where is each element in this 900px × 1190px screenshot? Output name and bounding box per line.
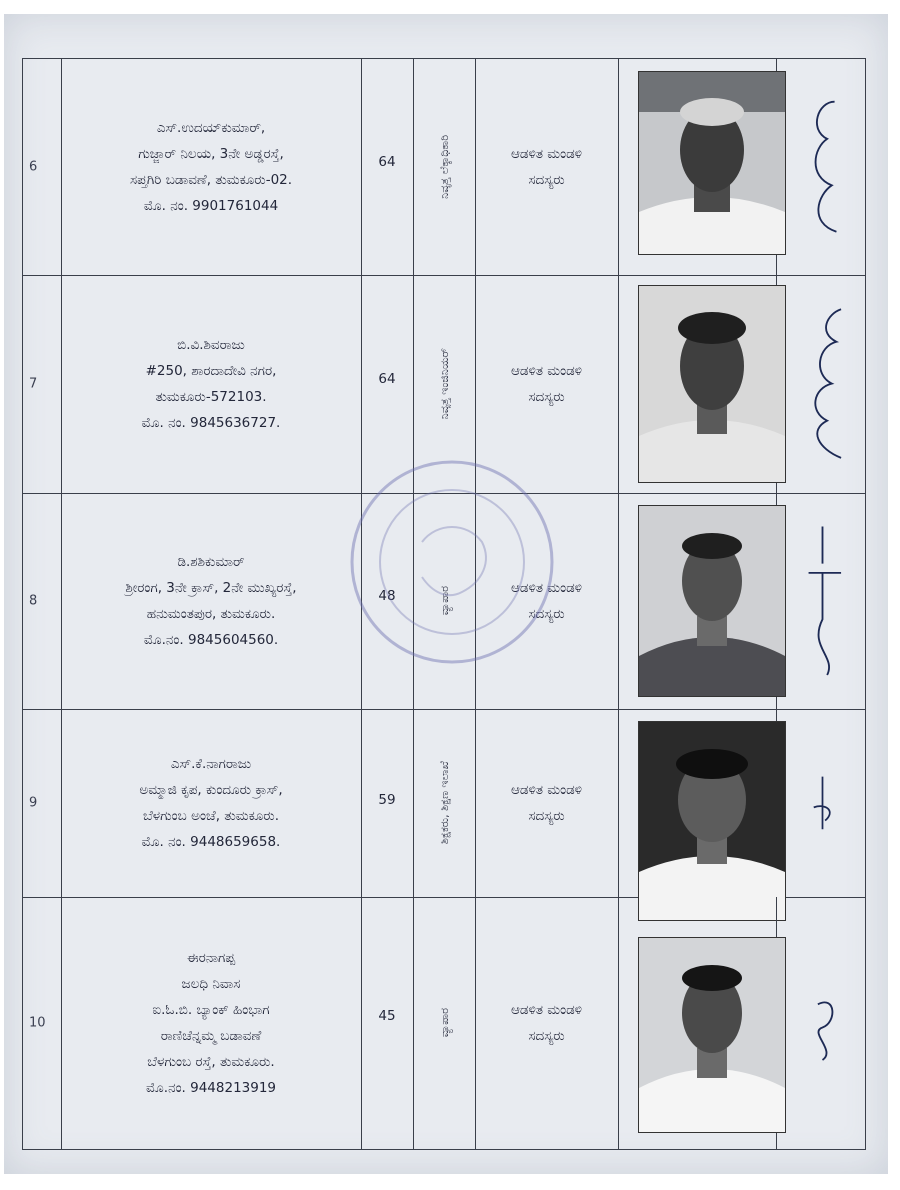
serial-cell bbox=[23, 493, 62, 709]
member-age: 59 bbox=[378, 791, 396, 808]
member-address bbox=[71, 115, 351, 219]
occupation-cell bbox=[413, 493, 476, 709]
signature bbox=[790, 724, 855, 882]
member-address bbox=[71, 332, 351, 436]
serial-cell bbox=[23, 275, 62, 493]
role-cell bbox=[475, 897, 619, 1149]
address-line: ಎಸ್.ಕೆ.ನಾಗರಾಜು bbox=[170, 756, 252, 772]
address-cell bbox=[61, 59, 362, 275]
role-cell bbox=[475, 275, 619, 493]
address-line: ಎಸ್.ಉದಯ್‌ಕುಮಾರ್, bbox=[156, 120, 266, 136]
table-row bbox=[23, 59, 865, 276]
role-line: ಸದಸ್ಯರು bbox=[528, 172, 565, 188]
serial-number: 6 bbox=[29, 159, 38, 175]
role-line: ಆಡಳಿತ ಮಂಡಳಿ bbox=[510, 146, 583, 162]
role-cell bbox=[475, 59, 619, 275]
member-occupation: ಶಿಕ್ಷಕರು, ಶಿಕ್ಷಣ ಇಲಾಖೆ bbox=[437, 761, 451, 845]
age-cell bbox=[361, 275, 414, 493]
photo-cell bbox=[618, 897, 777, 1149]
role-line: ಸದಸ್ಯರು bbox=[528, 1028, 565, 1044]
serial-cell bbox=[23, 709, 62, 897]
address-line: ಬಿ.ವಿ.ಶಿವರಾಜು bbox=[177, 337, 245, 353]
serial-number: 8 bbox=[29, 593, 38, 609]
role-line: ಆಡಳಿತ ಮಂಡಳಿ bbox=[510, 580, 583, 596]
serial-number: 9 bbox=[29, 795, 38, 811]
member-photo bbox=[638, 285, 786, 483]
member-role bbox=[481, 997, 612, 1049]
occupation-cell bbox=[413, 897, 476, 1149]
address-line: ಮೊ.ನಂ. 9448213919 bbox=[145, 1080, 277, 1096]
address-line: ಹನುಮಂತಪುರ, ತುಮಕೂರು. bbox=[146, 606, 276, 622]
member-age: 64 bbox=[378, 154, 396, 171]
signature-cell bbox=[776, 275, 865, 493]
occupation-cell bbox=[413, 275, 476, 493]
signature bbox=[790, 292, 855, 475]
member-role bbox=[481, 358, 612, 410]
table-row bbox=[23, 275, 865, 494]
member-age: 64 bbox=[378, 370, 396, 387]
address-line: ಬೆಳಗುಂಬ ಅಂಚೆ, ತುಮಕೂರು. bbox=[142, 808, 280, 824]
address-cell bbox=[61, 897, 362, 1149]
address-line: ಮೊ.ನಂ. 9845604560. bbox=[143, 632, 279, 648]
signature-cell bbox=[776, 493, 865, 709]
role-cell bbox=[475, 493, 619, 709]
member-photo bbox=[638, 71, 786, 255]
address-cell bbox=[61, 709, 362, 897]
occupation-cell bbox=[413, 709, 476, 897]
role-line: ಸದಸ್ಯರು bbox=[528, 808, 565, 824]
signature-cell bbox=[776, 709, 865, 897]
age-cell bbox=[361, 59, 414, 275]
role-line: ಸದಸ್ಯರು bbox=[528, 606, 565, 622]
member-age: 45 bbox=[378, 1007, 396, 1024]
address-line: ರಾಣಿಚೆನ್ನಮ್ಮ ಬಡಾವಣೆ bbox=[160, 1028, 262, 1044]
member-photo bbox=[638, 721, 786, 921]
role-line: ಆಡಳಿತ ಮಂಡಳಿ bbox=[510, 363, 583, 379]
member-occupation: ವ್ಯಾಪಾರ bbox=[437, 586, 451, 616]
signature-cell bbox=[776, 59, 865, 275]
role-line: ಆಡಳಿತ ಮಂಡಳಿ bbox=[510, 782, 583, 798]
member-role bbox=[481, 141, 612, 193]
address-line: ಅಮ್ಮಾಜಿ ಕೃಪ, ಕುಂದೂರು ಕ್ರಾಸ್, bbox=[139, 782, 283, 798]
address-line: ಮೊ. ನಂ. 9901761044 bbox=[143, 198, 279, 214]
address-line: ಶ್ರೀರಂಗ, 3ನೇ ಕ್ರಾಸ್, 2ನೇ ಮುಖ್ಯರಸ್ತೆ, bbox=[125, 580, 297, 596]
photo-cell bbox=[618, 709, 777, 897]
age-cell bbox=[361, 709, 414, 897]
table-row bbox=[23, 493, 865, 710]
serial-number: 7 bbox=[29, 376, 38, 392]
members-table bbox=[22, 58, 866, 1150]
member-photo bbox=[638, 937, 786, 1133]
address-line: ಈರನಾಗಪ್ಪ bbox=[186, 950, 236, 966]
member-address bbox=[71, 945, 351, 1101]
member-role bbox=[481, 575, 612, 627]
age-cell bbox=[361, 493, 414, 709]
table-row bbox=[23, 709, 865, 898]
address-cell bbox=[61, 493, 362, 709]
serial-cell bbox=[23, 897, 62, 1149]
member-age: 48 bbox=[378, 588, 396, 605]
address-line: ಜಲಧಿ ನಿವಾಸ bbox=[181, 976, 241, 992]
member-occupation: ನಿವೃತ್ತ ಲೆಕ್ಕಾಧಿಕಾರಿ bbox=[437, 135, 451, 199]
member-occupation: ವ್ಯಾಪಾರ bbox=[437, 1008, 451, 1038]
address-line: ಗುಜ್ಜಾರ್ ನಿಲಯ, 3ನೇ ಅಡ್ಡರಸ್ತೆ, bbox=[138, 146, 284, 162]
occupation-cell bbox=[413, 59, 476, 275]
role-line: ಸದಸ್ಯರು bbox=[528, 389, 565, 405]
scanned-page bbox=[4, 14, 888, 1174]
member-occupation: ನಿವೃತ್ತ ಇಂಜಿನಿಯರ್ bbox=[437, 348, 451, 420]
signature bbox=[790, 917, 855, 1129]
address-line: ತುಮಕೂರು-572103. bbox=[155, 389, 267, 405]
role-line: ಆಡಳಿತ ಮಂಡಳಿ bbox=[510, 1002, 583, 1018]
photo-cell bbox=[618, 275, 777, 493]
photo-cell bbox=[618, 493, 777, 709]
member-photo bbox=[638, 505, 786, 697]
address-line: ಮೊ. ನಂ. 9845636727. bbox=[141, 415, 281, 431]
address-line: ಬೆಳಗುಂಬ ರಸ್ತೆ, ತುಮಕೂರು. bbox=[147, 1054, 275, 1070]
serial-number: 10 bbox=[29, 1015, 46, 1031]
serial-cell bbox=[23, 59, 62, 275]
photo-cell bbox=[618, 59, 777, 275]
role-cell bbox=[475, 709, 619, 897]
address-cell bbox=[61, 275, 362, 493]
address-line: ಮೊ. ನಂ. 9448659658. bbox=[141, 834, 281, 850]
address-line: ಸಪ್ತಗಿರಿ ಬಡಾವಣೆ, ತುಮಕೂರು-02. bbox=[129, 172, 293, 188]
address-line: #250, ಶಾರದಾದೇವಿ ನಗರ, bbox=[145, 363, 277, 379]
member-role bbox=[481, 777, 612, 829]
signature bbox=[790, 510, 855, 691]
member-address bbox=[71, 549, 351, 653]
address-line: ಐ.ಓ.ಬಿ. ಬ್ಯಾಂಕ್ ಹಿಂಭಾಗ bbox=[152, 1002, 270, 1018]
table-row bbox=[23, 897, 865, 1149]
age-cell bbox=[361, 897, 414, 1149]
address-line: ಡಿ.ಶಶಿಕುಮಾರ್ bbox=[177, 554, 245, 570]
member-address bbox=[71, 751, 351, 855]
signature-cell bbox=[776, 897, 865, 1149]
signature bbox=[790, 76, 855, 257]
